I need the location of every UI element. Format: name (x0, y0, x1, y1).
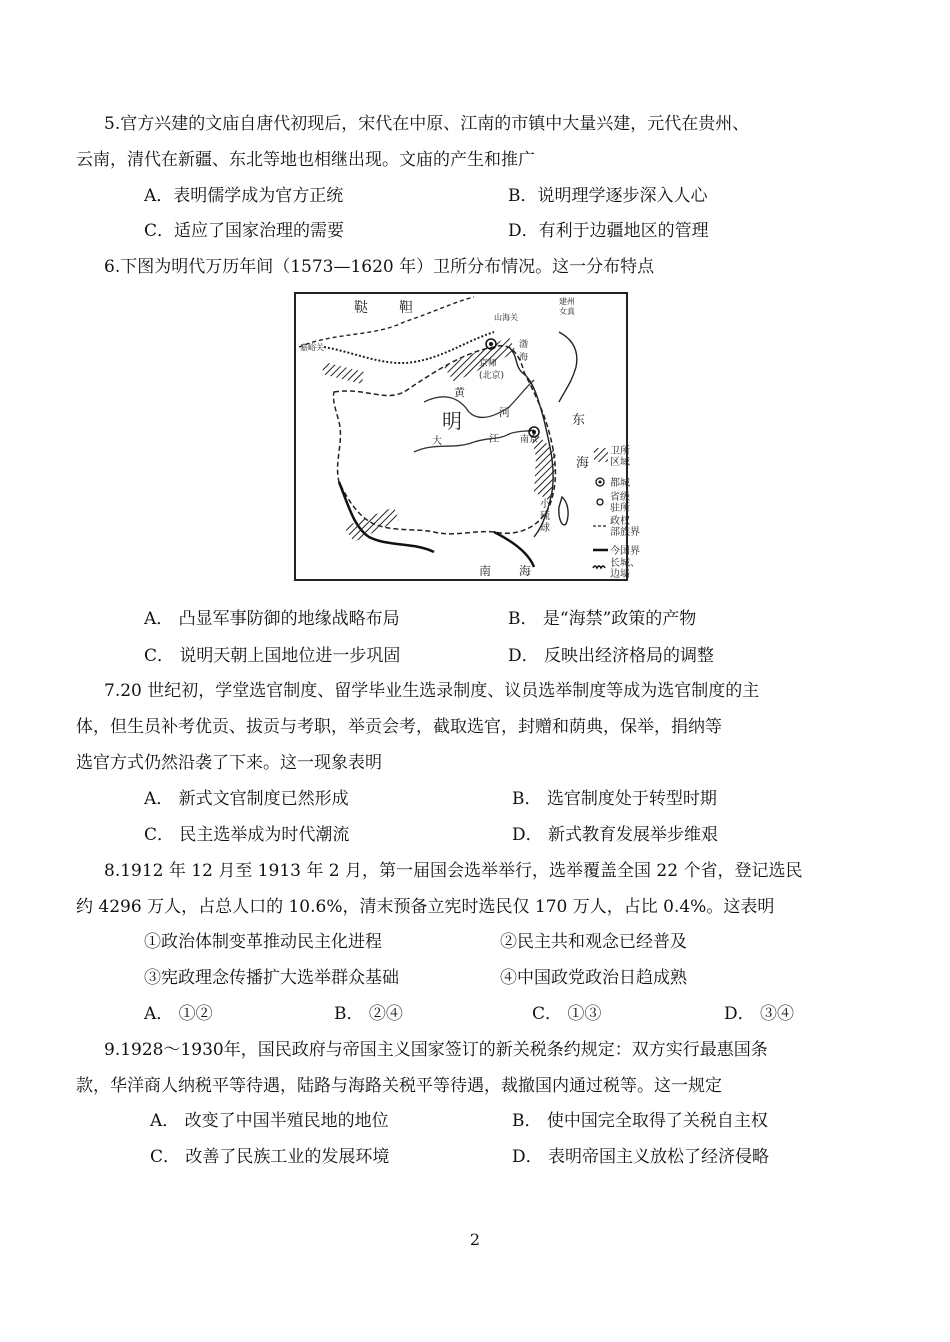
label-xiaoliuqiu-2: 琉 (540, 511, 550, 522)
map-svg (294, 292, 640, 582)
q7-stem-line-1: 7.20 世纪初，学堂选官制度、留学毕业生选录制度、议员选举制度等成为选官制度的主 (104, 681, 760, 701)
q7-option-a: A． 新式文官制度已然形成 (144, 789, 349, 809)
map-frame (295, 293, 627, 580)
legend-weisuo: 卫所 (610, 446, 630, 457)
label-shanhaiguan: 山海关 (494, 313, 518, 322)
q6-option-d: D． 反映出经济格局的调整 (508, 646, 715, 666)
q5-stem-line-1: 5.官方兴建的文庙自唐代初现后，宋代在中原、江南的市镇中大量兴建，元代在贵州、 (104, 114, 750, 134)
label-huanghe-1: 黄 (454, 386, 465, 399)
legend-shengji: 省级 (610, 492, 630, 503)
q5-option-a: A．表明儒学成为官方正统 (144, 186, 344, 206)
q6-option-c: C． 说明天朝上国地位进一步巩固 (144, 646, 401, 666)
q5-stem-line-2: 云南，清代在新疆、东北等地也相继出现。文庙的产生和推广 (76, 150, 535, 170)
q8-option-d: D． ③④ (724, 1004, 795, 1024)
label-huanghe-2: 河 (499, 406, 510, 419)
label-xiaoliuqiu-3: 球 (540, 523, 550, 534)
q9-option-a: A． 改变了中国半殖民地的地位 (150, 1111, 389, 1131)
q9-stem-line-1: 9.1928～1930年，国民政府与帝国主义国家签订的新关税条约规定：双方实行最惠国条 (104, 1040, 768, 1060)
q8-statement-1: ①政治体制变革推动民主化进程 (144, 932, 382, 952)
ming-weisuo-map (294, 292, 640, 582)
q8-option-b: B． ②④ (334, 1004, 403, 1024)
label-donghai-2: 海 (576, 456, 590, 471)
label-donghai-1: 东 (572, 413, 586, 428)
legend-guojie: 今国界 (610, 546, 640, 557)
legend-ducheng: 都城 (610, 478, 630, 489)
label-capital-2: (北京) (479, 371, 505, 381)
q9-option-c: C． 改善了民族工业的发展环境 (150, 1147, 390, 1167)
legend-zhengquan-2: 部族界 (610, 527, 640, 538)
q9-stem-line-2: 款，华洋商人纳税平等待遇，陆路与海路关税平等待遇，裁撤国内通过税等。这一规定 (76, 1076, 722, 1096)
q5-option-c: C．适应了国家治理的需要 (144, 221, 345, 241)
label-jianzhou: 建州 (559, 297, 575, 306)
label-ming: 明 (442, 409, 462, 433)
q6-stem-line-1: 6.下图为明代万历年间（1573—1620 年）卫所分布情况。这一分布特点 (104, 257, 655, 277)
legend-changcheng: 长城、 (610, 558, 640, 569)
legend-changcheng-2: 边墙 (610, 569, 630, 580)
label-jiayuguan: 嘉峪关 (300, 343, 324, 352)
label-capital: 京师 (479, 359, 498, 369)
label-bohai-2: 海 (519, 353, 529, 363)
page-number: 2 (469, 1230, 481, 1249)
legend-zhengquan: 政权 (610, 516, 630, 527)
q7-option-d: D． 新式教育发展举步维艰 (512, 825, 719, 845)
label-tatar-2: 靼 (399, 300, 413, 316)
label-nuzhen: 女真 (559, 307, 575, 316)
q8-statement-3: ③宪政理念传播扩大选举群众基础 (144, 968, 399, 988)
q7-stem-line-2: 体，但生员补考优贡、拔贡与考职，举贡会考，截取选官，封赠和荫典，保举，捐纳等 (76, 717, 722, 737)
label-bohai: 渤 (519, 340, 529, 350)
q7-option-b: B． 选官制度处于转型时期 (512, 789, 717, 809)
label-nanjing: 南京 (520, 435, 539, 445)
label-dajiang-1: 大 (432, 436, 442, 447)
q5-option-b: B．说明理学逐步深入人心 (508, 186, 708, 206)
q9-option-d: D． 表明帝国主义放松了经济侵略 (512, 1147, 770, 1167)
label-tatar: 鞑 (354, 300, 368, 316)
q8-stem-line-1: 8.1912 年 12 月至 1913 年 2 月，第一届国会选举举行，选举覆盖全国 22 个省，登记选民 (104, 861, 803, 881)
legend-weisuo-2: 区域 (610, 457, 630, 468)
q7-option-c: C． 民主选举成为时代潮流 (144, 825, 350, 845)
q8-option-a: A． ①② (144, 1004, 213, 1024)
q8-statement-4: ④中国政党政治日趋成熟 (500, 968, 687, 988)
q5-option-d: D．有利于边疆地区的管理 (508, 221, 709, 241)
q9-option-b: B． 使中国完全取得了关税自主权 (512, 1111, 768, 1131)
label-dajiang-2: 江 (489, 434, 499, 445)
q8-stem-line-2: 约 4296 万人，占总人口的 10.6%，清末预备立宪时选民仅 170 万人，占比 0.4%。这表明 (76, 897, 775, 917)
q6-option-b: B． 是“海禁”政策的产物 (508, 609, 697, 629)
q8-option-c: C． ①③ (532, 1004, 602, 1024)
q7-stem-line-3: 选官方式仍然沿袭了下来。这一现象表明 (76, 753, 382, 773)
label-xiaoliuqiu-1: 小 (540, 499, 550, 510)
legend-shengji-2: 驻所 (610, 503, 630, 514)
label-nanhai-2: 海 (519, 564, 532, 578)
q8-statement-2: ②民主共和观念已经普及 (500, 932, 687, 952)
q6-option-a: A． 凸显军事防御的地缘战略布局 (144, 609, 400, 629)
label-nanhai-1: 南 (479, 564, 492, 578)
